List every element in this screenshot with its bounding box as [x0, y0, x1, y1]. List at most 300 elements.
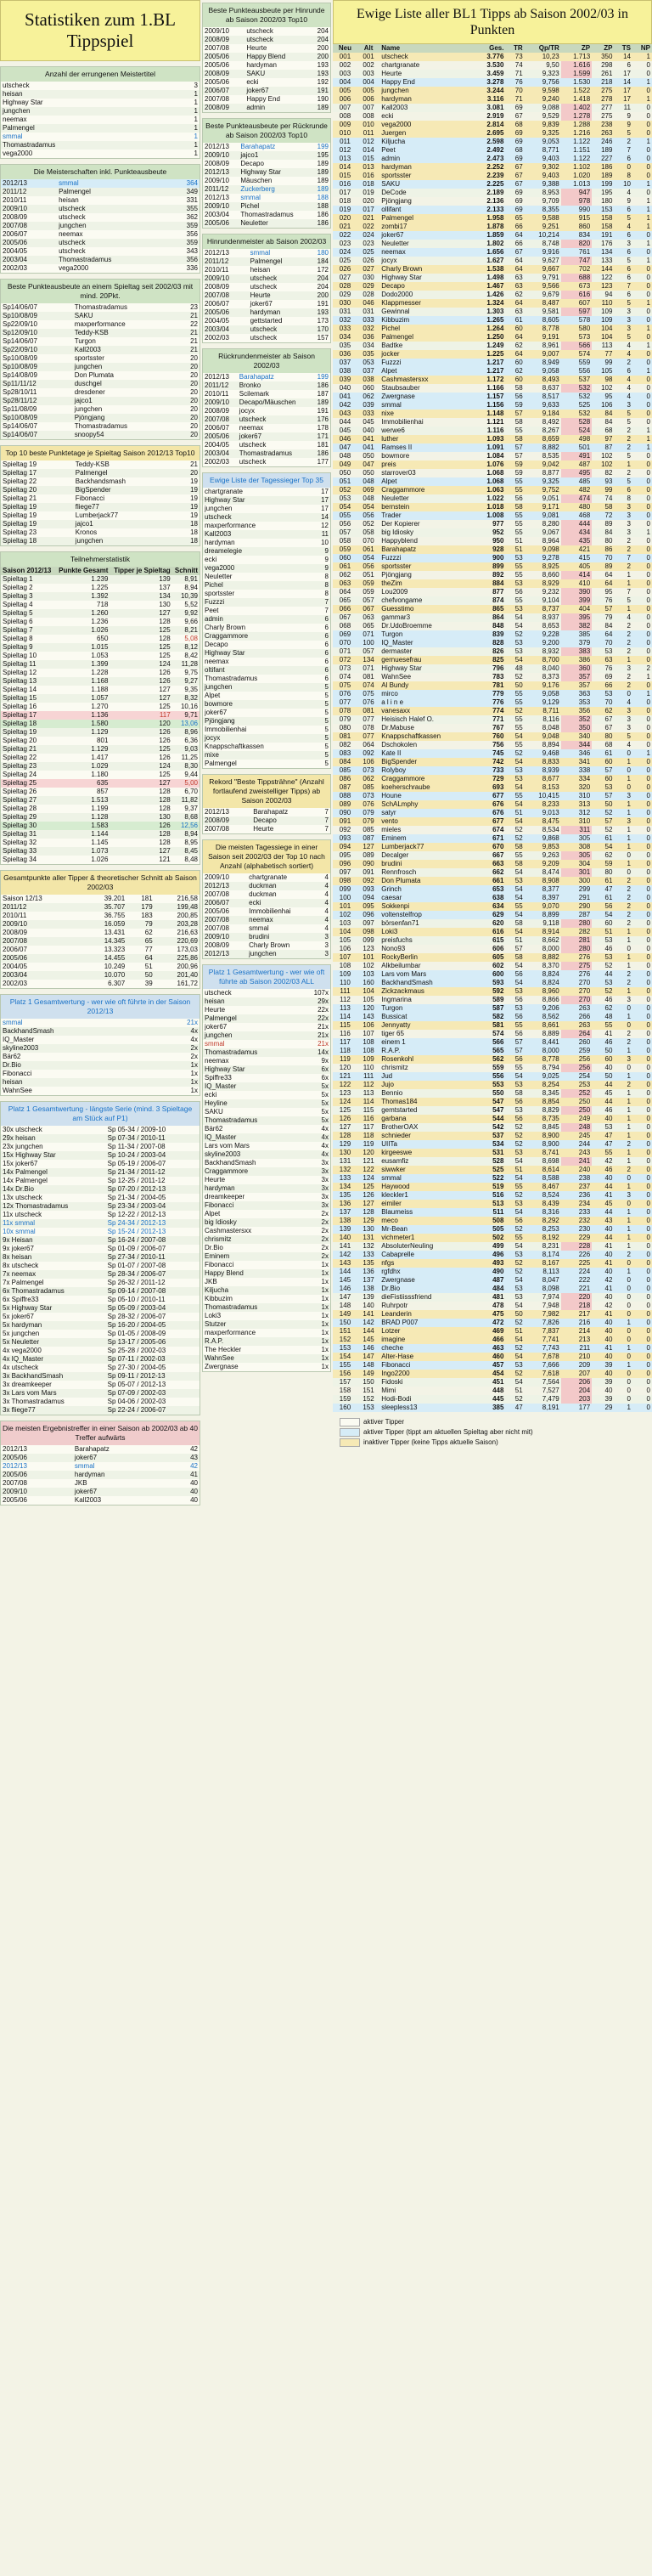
table-cell: 107x — [313, 989, 329, 997]
table-cell: 9 — [627, 112, 631, 120]
table-cell: 8,492 — [542, 418, 559, 426]
table-cell: 877 — [492, 588, 504, 596]
table-cell: 3 — [627, 724, 631, 732]
table-cell: 2009/10 — [205, 177, 229, 184]
table-cell: jungchen — [247, 950, 318, 958]
table-cell: 115 — [333, 1021, 357, 1030]
table-cell: 1 — [614, 1208, 632, 1217]
table-cell: 112 — [357, 1081, 379, 1089]
table-cell: Sp28/10/11 — [3, 388, 37, 396]
table-row — [1, 1087, 200, 1095]
table-cell: 52 — [505, 1259, 524, 1268]
table-cell: 3x Lars vom Mars — [1, 1389, 106, 1398]
table-row — [333, 792, 652, 800]
table-cell: gammar3 — [379, 613, 475, 622]
table-cell: 2011/12 — [203, 381, 238, 390]
table-row — [1, 1488, 200, 1496]
box-platz1-all — [202, 964, 331, 1372]
table-cell: 8,614 — [525, 1166, 561, 1174]
table-cell: 0 — [632, 146, 652, 155]
table-cell: 018 — [339, 197, 351, 205]
table-cell: 9,566 — [525, 282, 561, 291]
table-cell: 2 — [614, 443, 632, 452]
table-cell: 2004/05 — [3, 963, 27, 970]
table-cell: 9,633 — [525, 401, 561, 410]
table-cell: 21 — [179, 329, 200, 337]
table-cell: 204 — [317, 283, 329, 291]
table-cell: 54 — [505, 1242, 524, 1251]
table-row — [1, 99, 200, 107]
table-row — [203, 1167, 330, 1176]
table-cell: 14x Palmengel — [1, 1168, 106, 1177]
table-cell: 5 — [324, 743, 329, 750]
table-cell: 6x Spiffre33 — [3, 1296, 39, 1303]
table-row — [1, 133, 200, 141]
table-cell: 653 — [475, 885, 505, 894]
table-cell: Sp22/09/10 — [1, 346, 73, 354]
table-row — [1, 1061, 200, 1070]
table-cell: 4x vega2000 — [3, 1347, 42, 1354]
table-cell: 2x — [299, 1252, 330, 1261]
table-cell: hardyman — [73, 1471, 171, 1479]
table-cell: 5,00 — [172, 779, 200, 788]
table-cell: 3 — [319, 933, 330, 941]
table-cell: 5 — [614, 299, 632, 308]
table-cell: meco — [379, 1217, 475, 1225]
table-cell: 071 — [357, 664, 379, 673]
table-cell: 156 — [333, 1370, 357, 1378]
table-cell: 2 — [614, 1081, 632, 1089]
table-cell: 129 — [357, 1217, 379, 1225]
table-cell: 134 — [357, 656, 379, 664]
table-cell: 320 — [561, 783, 592, 792]
table-cell: 2009/10 — [203, 933, 247, 941]
table-row — [333, 1370, 652, 1378]
table-cell: 220,69 — [155, 937, 200, 946]
table-cell: 53 — [592, 953, 614, 962]
table-cell: 8,845 — [525, 1123, 561, 1132]
table-cell: 516 — [475, 1191, 505, 1200]
table-cell: 0 — [632, 1327, 652, 1336]
table-row — [1, 150, 200, 158]
table-row — [203, 496, 330, 505]
table-cell: vento — [379, 817, 475, 826]
table-row — [203, 415, 330, 424]
table-cell: 4 — [614, 223, 632, 231]
table-cell: 1x — [299, 1354, 330, 1363]
table-row — [333, 180, 652, 189]
table-cell: Teddy-KSB — [73, 329, 179, 337]
table-cell: 0 — [632, 477, 652, 486]
table-cell: 270 — [561, 996, 592, 1004]
table-cell: 2008/09 — [205, 283, 229, 291]
table-row — [1, 397, 200, 405]
table-cell: 186 — [312, 219, 330, 228]
table-cell: 525 — [561, 401, 592, 410]
table-cell: 5 — [324, 760, 329, 767]
table-cell: 069 — [357, 486, 379, 494]
table-cell: 52 — [505, 1344, 524, 1353]
table-cell: 151 — [363, 1387, 374, 1394]
table-row — [1, 528, 200, 537]
table-cell: 118 — [357, 1132, 379, 1140]
table-cell: 5x — [321, 1108, 329, 1116]
table-cell: 1 — [614, 1149, 632, 1157]
table-cell: 1.008 — [475, 511, 505, 520]
table-cell: 070 — [333, 639, 357, 647]
table-cell: 20 — [179, 397, 200, 405]
table-cell: 039 — [357, 401, 379, 410]
table-cell: 077 — [357, 715, 379, 724]
table-row — [1, 1496, 200, 1505]
table-row — [333, 469, 652, 477]
table-row — [333, 494, 652, 503]
table-cell: 9,03 — [172, 745, 200, 754]
table-cell: 0 — [632, 1140, 652, 1149]
table-cell: 1 — [614, 953, 632, 962]
table-cell: 2008/09 — [203, 70, 244, 78]
table-cell: Highway Star — [3, 99, 43, 106]
table-cell: jungchen — [203, 683, 312, 692]
table-cell: 14.455 — [82, 954, 126, 963]
table-cell: duschgel — [73, 380, 179, 388]
table-cell: 2 — [614, 919, 632, 928]
table-cell: 1 — [614, 1242, 632, 1251]
table-cell: 137 — [357, 1276, 379, 1285]
table-cell: bowmore — [381, 452, 410, 460]
table-cell: 8,711 — [525, 707, 561, 715]
table-cell: Heurte — [249, 291, 306, 300]
table-header-row — [333, 44, 652, 53]
table-cell: 1 — [614, 1344, 632, 1353]
table-cell: 8,098 — [525, 1285, 561, 1293]
table-row — [333, 520, 652, 528]
table-cell: 282 — [561, 928, 592, 936]
table-cell: 1 — [614, 800, 632, 809]
table-cell: 67 — [505, 180, 524, 189]
table-cell: 118 — [333, 1047, 357, 1055]
table-cell: 487 — [561, 460, 592, 469]
table-cell: 532 — [561, 393, 592, 401]
table-cell: 20 — [190, 422, 198, 430]
table-cell: BackhandSmash — [205, 1159, 256, 1167]
table-cell: 435 — [561, 537, 592, 545]
table-cell: 1 — [614, 1183, 632, 1191]
table-cell: brudini — [247, 933, 318, 941]
table-row — [203, 816, 330, 825]
table-cell: Heurte — [379, 70, 475, 78]
table-cell: 9,176 — [525, 681, 561, 690]
table-cell: 51 — [505, 1327, 524, 1336]
table-cell: Dodo2000 — [379, 291, 475, 299]
table-row — [1, 1027, 200, 1036]
table-row — [203, 726, 330, 734]
table-cell: 157 — [317, 334, 329, 342]
table-cell: 076 — [357, 800, 379, 809]
table-cell: 054 — [357, 554, 379, 562]
column-header: Schnitt — [172, 567, 200, 575]
table-cell: 3.244 — [475, 87, 505, 95]
table-cell: 060 — [333, 554, 357, 562]
table-cell: 537 — [475, 1132, 505, 1140]
table-cell: 677 — [475, 792, 505, 800]
table-cell: 9,191 — [525, 333, 561, 342]
table-cell: Lumberjack77 — [379, 843, 475, 851]
table-cell: 0 — [632, 1208, 652, 1217]
table-cell: 742 — [475, 758, 505, 766]
table-row — [203, 1116, 330, 1125]
table-row — [1, 90, 200, 99]
table-cell: 8,167 — [525, 1259, 561, 1268]
table-cell: 56 — [505, 970, 524, 979]
table-cell: 214 — [561, 1327, 592, 1336]
table-cell: 53 — [505, 1251, 524, 1259]
table-row — [333, 172, 652, 180]
table-cell: 9,529 — [542, 112, 559, 120]
table-cell: 203 — [561, 1395, 592, 1404]
table-cell: skyline2003 — [203, 1150, 299, 1159]
table-row — [333, 885, 652, 894]
table-cell: 110 — [333, 979, 357, 987]
table-cell: 0 — [632, 919, 652, 928]
table-cell: 9x Heisan — [1, 1236, 106, 1245]
table-row — [203, 1303, 330, 1312]
table-cell: 128 — [159, 635, 171, 642]
table-cell: 2009/10 — [1, 920, 82, 929]
table-cell: 172 — [317, 266, 329, 274]
table-cell: 57 — [505, 1047, 524, 1055]
table-row — [1, 239, 200, 247]
table-cell: 53 — [505, 554, 524, 562]
table-cell: joker67 — [250, 300, 273, 308]
table-cell: 9,44 — [184, 771, 198, 778]
table-cell: 1.303 — [475, 308, 505, 316]
table-row — [203, 581, 330, 590]
table-cell: Thomas184 — [379, 1098, 475, 1106]
box-top10-spieltag — [0, 445, 200, 546]
table-cell: 8,345 — [525, 1089, 561, 1098]
table-cell: 146 — [333, 1285, 357, 1293]
table-cell: 463 — [475, 1344, 505, 1353]
table-cell: 8,953 — [525, 189, 561, 197]
table-cell: 0 — [632, 511, 652, 520]
table-cell: 616 — [561, 291, 592, 299]
table-cell: 6 — [312, 632, 330, 641]
table-row — [203, 950, 330, 958]
table-row — [333, 664, 652, 673]
table-cell: 69 — [604, 673, 613, 681]
table-cell: 97 — [592, 435, 614, 443]
table-cell: 1.122 — [561, 138, 592, 146]
table-cell: 047 — [357, 460, 379, 469]
table-cell: 1.166 — [486, 384, 504, 392]
table-cell: vichmeter1 — [379, 1234, 475, 1242]
table-cell: 2012/13 — [205, 249, 229, 257]
table-cell: 270 — [561, 987, 592, 996]
table-cell: 032 — [357, 325, 379, 333]
table-cell: 127 — [110, 847, 171, 856]
table-cell: 011 — [333, 138, 357, 146]
table-cell: Palmengel — [1, 124, 177, 133]
table-cell: Palmengel — [57, 188, 170, 196]
table-cell: 8,355 — [525, 206, 561, 214]
table-cell: 55 — [505, 715, 524, 724]
table-cell: 7,982 — [525, 1310, 561, 1319]
table-cell: 5,52 — [184, 601, 198, 608]
table-cell: 528 — [475, 1157, 505, 1166]
table-cell: 41 — [171, 1471, 200, 1479]
table-cell: 2005/06 — [205, 78, 229, 86]
table-cell: 4 — [614, 393, 632, 401]
table-cell: 2 — [614, 435, 632, 443]
table-cell: Klappmesser — [379, 299, 475, 308]
table-cell: 1.583 — [55, 822, 110, 830]
table-cell: 6 — [614, 231, 632, 240]
table-cell: 9,070 — [525, 902, 561, 911]
table-cell: 9,053 — [525, 138, 561, 146]
table-cell: 3 — [614, 664, 632, 673]
table-row — [333, 783, 652, 792]
table-cell: 64 — [505, 265, 524, 274]
table-row — [203, 1201, 330, 1210]
table-row — [1, 388, 200, 397]
table-cell: 097 — [357, 919, 379, 928]
table-row — [1, 1078, 200, 1087]
table-row — [333, 104, 652, 112]
table-cell: 15x joker67 — [3, 1160, 38, 1167]
table-cell: 1.859 — [475, 231, 505, 240]
table-cell: 2.189 — [475, 189, 505, 197]
table-cell: 107 — [363, 1030, 374, 1037]
table-cell: 097 — [333, 868, 357, 877]
table-cell: 237 — [561, 1183, 592, 1191]
table-cell: 57 — [514, 945, 523, 952]
table-cell: 63 — [505, 282, 524, 291]
table-cell: 760 — [475, 732, 505, 741]
table-cell: Spieltag 27 — [1, 796, 55, 805]
table-cell: 1 — [194, 116, 198, 123]
table-cell: 362 — [186, 213, 198, 221]
table-cell: 8,794 — [542, 1064, 559, 1071]
table-cell: 4 — [627, 384, 631, 392]
table-row — [1, 1479, 200, 1488]
table-cell: 56 — [505, 393, 524, 401]
table-cell: 2 — [614, 630, 632, 639]
table-cell: 2x — [321, 1227, 329, 1234]
table-cell: Decapo — [240, 160, 264, 167]
table-cell: 207 — [561, 1370, 592, 1378]
table-cell: 9,35 — [184, 686, 198, 693]
table-cell: 1.580 — [55, 720, 110, 728]
table-cell: 1x — [299, 1303, 330, 1312]
table-cell: 820 — [561, 240, 592, 248]
table-cell: 602 — [492, 962, 504, 969]
table-row — [1, 1160, 200, 1168]
table-cell: 153 — [333, 1344, 357, 1353]
table-cell: 19 — [190, 511, 198, 519]
table-row — [203, 1057, 330, 1065]
table-row — [203, 458, 330, 466]
table-cell: 188 — [312, 202, 330, 211]
table-row — [203, 53, 330, 61]
table-cell: 2 — [614, 894, 632, 902]
table-cell: 5 — [614, 732, 632, 741]
table-cell: 58 — [505, 919, 524, 928]
box-meistertitel — [0, 66, 200, 159]
table-cell: 3 — [614, 511, 632, 520]
table-row — [333, 1072, 652, 1081]
table-cell: snoopy54 — [73, 431, 179, 439]
table-cell: 201,40 — [155, 971, 200, 980]
table-cell: Decapo/Mäuschen — [238, 398, 312, 407]
table-row — [1, 822, 200, 830]
table-cell: Sp 27-34 / 2010-11 — [106, 1253, 200, 1262]
table-cell: 42 — [592, 1276, 614, 1285]
table-cell: 52 — [592, 809, 614, 817]
table-row — [333, 741, 652, 749]
table-cell: Thomastradamus — [203, 1303, 299, 1312]
table-cell: Bär62 — [205, 1125, 223, 1133]
table-cell: 005 — [357, 87, 379, 95]
table-row — [203, 1091, 330, 1099]
table-cell: 073 — [357, 792, 379, 800]
table-cell: 2 — [614, 877, 632, 885]
table-cell: 356 — [186, 230, 198, 238]
table-cell: Spieltag 19 — [3, 460, 37, 468]
table-cell: 8,961 — [525, 342, 561, 350]
table-cell: 1.225 — [475, 350, 505, 359]
table-cell: 0 — [632, 1268, 652, 1276]
table-cell: 095 — [357, 902, 379, 911]
table-cell: 9,232 — [542, 588, 559, 596]
table-cell: 6 — [614, 248, 632, 257]
table-cell: 47 — [592, 1132, 614, 1140]
table-cell: 0 — [632, 766, 652, 775]
table-cell: 072 — [333, 656, 357, 664]
table-cell: UIITa — [379, 1140, 475, 1149]
table-cell: 1 — [632, 257, 652, 265]
table-cell: 2009/10 — [1, 205, 57, 213]
table-cell: 059 — [363, 588, 374, 596]
table-cell: 6,70 — [184, 788, 198, 795]
table-cell: Barahapatz — [379, 545, 475, 554]
table-row — [203, 334, 330, 342]
table-cell: 5 — [312, 683, 330, 692]
table-cell: 310 — [561, 792, 592, 800]
table-cell: 1 — [614, 460, 632, 469]
table-cell: Dr.Mabuse — [381, 724, 414, 732]
table-cell: 9,588 — [525, 214, 561, 223]
table-cell: 94 — [592, 291, 614, 299]
table-cell: 0 — [632, 1225, 652, 1234]
table-cell: 356 — [561, 707, 592, 715]
table-cell: 40 — [604, 1064, 613, 1071]
table-cell: hardyman — [379, 95, 475, 104]
table-cell: 8,153 — [525, 783, 561, 792]
table-row — [1, 312, 200, 320]
table-cell: 2.225 — [475, 180, 505, 189]
table-cell: 017 — [357, 206, 379, 214]
table-cell: 103 — [333, 919, 357, 928]
table-cell: 8,939 — [525, 766, 561, 775]
table-cell: 9,302 — [525, 163, 561, 172]
table-row — [203, 1176, 330, 1184]
table-cell: 143 — [357, 1013, 379, 1021]
table-cell: 36.755 — [104, 912, 126, 919]
table-cell: 928 — [475, 545, 505, 554]
table-cell: 055 — [333, 511, 357, 520]
table-cell: 1.418 — [561, 95, 592, 104]
